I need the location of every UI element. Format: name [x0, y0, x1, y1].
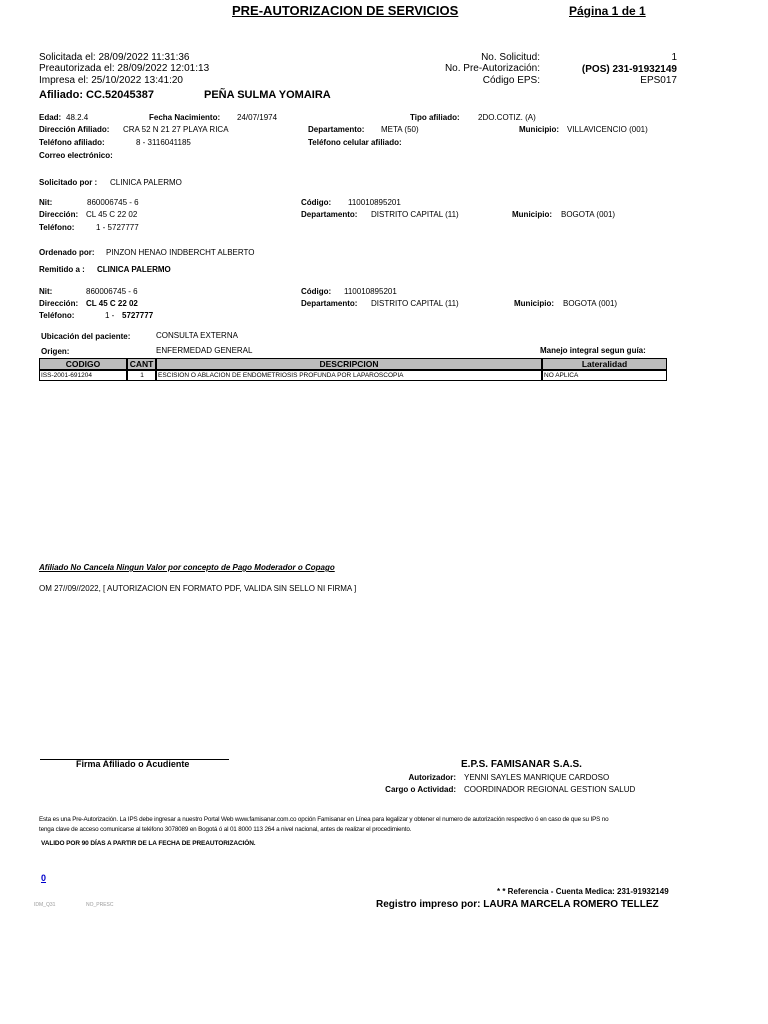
valido-note: VALIDO POR 90 DÍAS A PARTIR DE LA FECHA DE PREAUTORIZACIÓN. — [41, 840, 256, 847]
solicitado-departamento-value: DISTRITO CAPITAL (11) — [371, 210, 459, 219]
preautorizada-date: Preautorizada el: 28/09/2022 12:01:13 — [39, 63, 210, 74]
referencia-cuenta: * * Referencia - Cuenta Medica: 231-91932149 — [497, 887, 669, 896]
manejo-integral-label: Manejo integral segun guía: — [540, 346, 646, 355]
solicitado-nit-value: 860006745 - 6 — [87, 198, 139, 207]
edad-value: 48.2.4 — [66, 113, 89, 122]
afiliado-id: Afiliado: CC.52045387 — [39, 89, 154, 101]
municipio-afiliado-label: Municipio: — [519, 125, 559, 134]
copago-note: Afiliado No Cancela Ningun Valor por concepto de Pago Moderador o Copago — [39, 563, 335, 572]
remitido-direccion-value: CL 45 C 22 02 — [86, 299, 138, 308]
row-codigo: ISS-2001-691204 — [39, 370, 127, 381]
table-header-lateralidad: Lateralidad — [542, 358, 667, 370]
no-solicitud-label: No. Solicitud: — [481, 52, 540, 63]
origen-value: ENFERMEDAD GENERAL — [156, 346, 253, 355]
afiliado-name: PEÑA SULMA YOMAIRA — [204, 89, 331, 101]
municipio-afiliado-value: VILLAVICENCIO (001) — [567, 125, 648, 134]
ordenado-value: PINZON HENAO INDBERCHT ALBERTO — [106, 248, 255, 257]
disclaimer-line-1: Esta es una Pre-Autorización. La IPS debe ingresar a nuestro Portal Web www.famisanar.com.co opción Famisanar en Línea para legalizar y obtener el numero de autorización respectivo ó en caso de que su IPS no — [39, 816, 609, 823]
solicitado-value: CLINICA PALERMO — [110, 178, 182, 187]
direccion-afiliado-value: CRA 52 N 21 27 PLAYA RICA — [123, 125, 229, 134]
remitido-municipio-value: BOGOTA (001) — [563, 299, 618, 308]
zero-link[interactable]: 0 — [41, 873, 47, 883]
eps-name: E.P.S. FAMISANAR S.A.S. — [461, 759, 582, 770]
footer-code-2: NO_PRESC — [86, 902, 114, 908]
row-descripcion: ESCISION O ABLACION DE ENDOMETRIOSIS PROFUNDA POR LAPAROSCOPIA — [156, 370, 542, 381]
solicitado-departamento-label: Departamento: — [301, 210, 358, 219]
page-number: Página 1 de 1 — [569, 4, 646, 18]
remitido-label: Remitido a : — [39, 265, 85, 274]
remitido-codigo-value: 110010895201 — [344, 287, 397, 296]
cargo-value: COORDINADOR REGIONAL GESTION SALUD — [464, 785, 636, 794]
firma-label: Firma Afiliado o Acudiente — [76, 759, 190, 769]
ubicacion-value: CONSULTA EXTERNA — [156, 331, 238, 340]
codigo-eps-label: Código EPS: — [482, 75, 540, 86]
remitido-telefono-label: Teléfono: — [39, 311, 75, 320]
solicitado-nit-label: Nit: — [39, 198, 53, 207]
celular-afiliado-label: Teléfono celular afiliado: — [308, 138, 402, 147]
solicitado-telefono-label: Teléfono: — [39, 223, 75, 232]
telefono-afiliado-label: Teléfono afiliado: — [39, 138, 105, 147]
solicitado-direccion-value: CL 45 C 22 02 — [86, 210, 138, 219]
direccion-afiliado-label: Dirección Afiliado: — [39, 125, 110, 134]
remitido-value: CLINICA PALERMO — [97, 265, 171, 274]
solicitado-municipio-value: BOGOTA (001) — [561, 210, 616, 219]
ubicacion-label: Ubicación del paciente: — [41, 332, 131, 341]
registro-impreso: Registro impreso por: LAURA MARCELA ROMERO TELLEZ — [376, 899, 659, 910]
table-header-codigo: CODIGO — [39, 358, 127, 370]
remitido-telefono-prefix: 1 - — [105, 311, 115, 320]
departamento-afiliado-value: META (50) — [381, 125, 419, 134]
remitido-nit-value: 860006745 - 6 — [86, 287, 138, 296]
telefono-afiliado-value: 8 - 3116041185 — [136, 138, 191, 147]
edad-label: Edad: — [39, 113, 62, 122]
solicitado-codigo-label: Código: — [301, 198, 332, 207]
solicitado-direccion-label: Dirección: — [39, 210, 79, 219]
row-cant: 1 — [127, 370, 156, 381]
solicitado-label: Solicitado por : — [39, 178, 98, 187]
fecha-nacimiento-label: Fecha Nacimiento: — [149, 113, 221, 122]
remitido-direccion-label: Dirección: — [39, 299, 79, 308]
no-preautorizacion-label: No. Pre-Autorización: — [444, 63, 540, 74]
remitido-departamento-label: Departamento: — [301, 299, 358, 308]
no-preautorizacion-value: (POS) 231-91932149 — [581, 64, 677, 75]
tipo-afiliado-value: 2DO.COTIZ. (A) — [478, 113, 536, 122]
impresa-date: Impresa el: 25/10/2022 13:41:20 — [39, 75, 183, 86]
om-note: OM 27//09//2022, [ AUTORIZACION EN FORMATO PDF, VALIDA SIN SELLO NI FIRMA ] — [39, 584, 357, 593]
remitido-nit-label: Nit: — [39, 287, 53, 296]
autorizador-value: YENNI SAYLES MANRIQUE CARDOSO — [464, 773, 610, 782]
solicitado-municipio-label: Municipio: — [512, 210, 552, 219]
remitido-municipio-label: Municipio: — [514, 299, 554, 308]
row-lateralidad: NO APLICA — [542, 370, 667, 381]
solicitado-codigo-value: 110010895201 — [348, 198, 401, 207]
autorizador-label: Autorizador: — [408, 773, 456, 782]
table-header-cant: CANT — [127, 358, 156, 370]
remitido-telefono-value: 5727777 — [122, 311, 154, 320]
remitido-codigo-label: Código: — [301, 287, 332, 296]
cargo-label: Cargo o Actividad: — [385, 785, 456, 794]
departamento-afiliado-label: Departamento: — [308, 125, 365, 134]
no-solicitud-value: 1 — [671, 52, 677, 63]
table-header-descripcion: DESCRIPCION — [156, 358, 542, 370]
disclaimer-line-2: tenga clave de acceso comunicarse al teléfono 3078089 en Bogotá ó al 01 8000 113 264 a nivel nacional, antes de realizar el procedimiento. — [39, 826, 412, 833]
ordenado-label: Ordenado por: — [39, 248, 95, 257]
tipo-afiliado-label: Tipo afiliado: — [410, 113, 460, 122]
remitido-departamento-value: DISTRITO CAPITAL (11) — [371, 299, 459, 308]
correo-label: Correo electrónico: — [39, 151, 113, 160]
footer-code-1: IDM_Q31 — [34, 902, 56, 908]
fecha-nacimiento-value: 24/07/1974 — [237, 113, 278, 122]
origen-label: Origen: — [41, 347, 70, 356]
document-title: PRE-AUTORIZACION DE SERVICIOS — [232, 3, 459, 18]
codigo-eps-value: EPS017 — [640, 75, 677, 86]
solicitado-telefono-value: 1 - 5727777 — [96, 223, 139, 232]
solicitada-date: Solicitada el: 28/09/2022 11:31:36 — [39, 52, 190, 63]
